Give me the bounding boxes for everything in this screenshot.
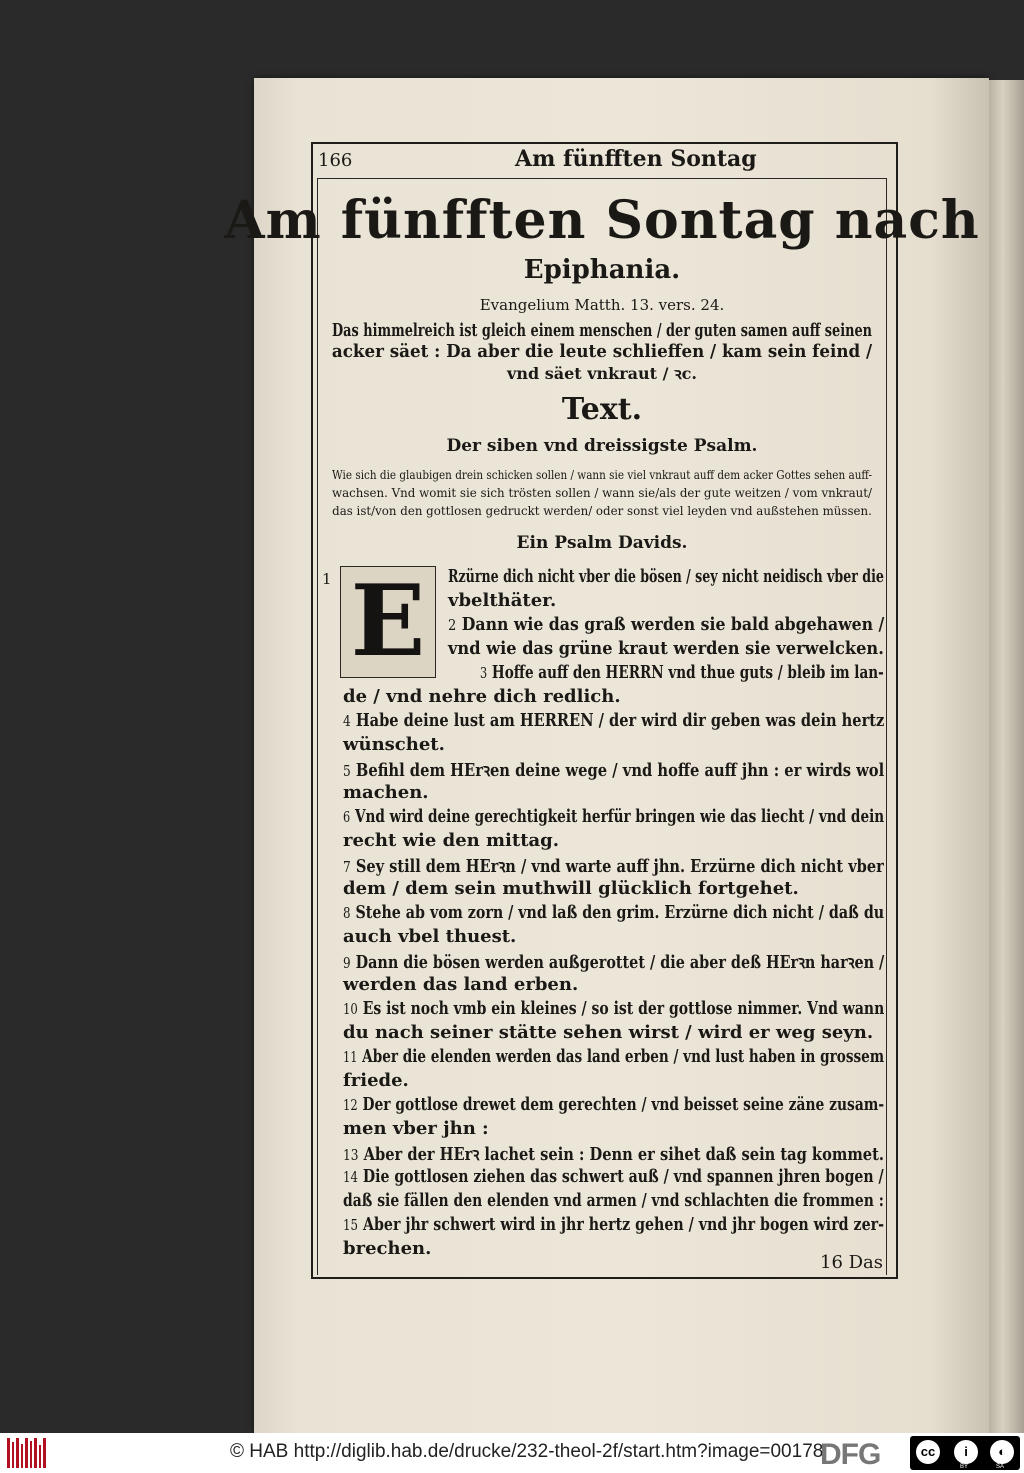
motto-line: acker säet : Da aber die leute schlieffen / kam sein feind /	[331, 341, 873, 362]
dfg-logo: DFG	[820, 1438, 881, 1471]
verse-text: machen.	[343, 782, 429, 803]
verse-line	[448, 638, 884, 659]
verse-line	[343, 686, 621, 707]
verse-number: 9	[343, 954, 351, 972]
verse-text: Aber jhr schwert wird in jhr hertz gehen / vnd jhr bogen wird zer-	[362, 1214, 884, 1235]
verse-text: dem / dem sein muthwill glücklich fortgehet.	[343, 878, 799, 899]
by-label: BY	[960, 1464, 969, 1470]
verse-line	[343, 710, 884, 731]
psalm-title: Der siben vnd dreissigste Psalm.	[446, 436, 758, 456]
verse-text: du nach seiner stätte sehen wirst / wird er weg seyn.	[343, 1022, 874, 1043]
verse-text: Rzürne dich nicht vber die bösen / sey nicht neidisch vber die	[448, 566, 884, 587]
verse-line	[343, 734, 445, 755]
verse-text: vnd wie das grüne kraut werden sie verwelcken.	[448, 638, 884, 659]
verse-text: werden das land erben.	[343, 974, 579, 995]
verse-number: 1	[322, 570, 332, 588]
verse-text: Der gottlose drewet dem gerechten / vnd beisset seine zäne zusam-	[362, 1094, 885, 1115]
motto-line: Das himmelreich ist gleich einem menschen / der guten samen auff seinen	[331, 320, 873, 341]
verse-text: men vber jhn :	[343, 1118, 489, 1139]
verse-text: friede.	[343, 1070, 409, 1091]
verse-line	[343, 902, 884, 923]
verse-line	[343, 974, 578, 995]
verse-line	[448, 614, 884, 635]
verse-text: Aber der HErꝛ lachet sein : Denn er sihet daß sein tag kommet.	[363, 1144, 884, 1165]
catchword: 16 Das	[820, 1252, 884, 1273]
verse-number: 3	[480, 664, 488, 682]
verse-line	[343, 1070, 409, 1091]
verse-number: 6	[343, 808, 351, 826]
summary-line: wachsen. Vnd womit sie sich trösten sollen / wann sie/als der gute weitzen / vom vnkraut/	[331, 485, 873, 500]
verse-text: Hoffe auff den HERRN vnd thue guts / bleib im lan-	[491, 662, 884, 683]
verse-line	[480, 662, 884, 683]
verse-text: de / vnd nehre dich redlich.	[343, 686, 621, 707]
verse-text: Stehe ab vom zorn / vnd laß den grim. Erzürne dich nicht / daß du	[355, 902, 885, 923]
summary-line: Wie sich die glaubigen drein schicken sollen / wann sie viel vnkraut auff dem acker Gottes sehen auff-	[331, 467, 872, 482]
verse-line	[343, 1046, 884, 1067]
hab-barcode-logo	[6, 1436, 50, 1470]
share-alike-icon: ◐	[990, 1440, 1014, 1464]
verse-text: wünschet.	[343, 734, 445, 755]
verse-line	[343, 830, 559, 851]
verse-line	[343, 758, 884, 782]
verse-line	[343, 1022, 873, 1043]
cc-icon: cc	[916, 1440, 940, 1464]
decorated-initial: E	[340, 566, 436, 678]
verse-line	[448, 590, 556, 611]
verse-number: 7	[343, 858, 351, 876]
gospel-reference: Evangelium Matth. 13. vers. 24.	[479, 296, 725, 314]
main-title: Am fünfften Sontag nach	[224, 190, 980, 251]
verse-number: 14	[343, 1168, 358, 1186]
motto-line: vnd säet vnkraut / ꝛc.	[507, 364, 697, 383]
text-heading: Text.	[561, 392, 643, 427]
verse-text: Dann die bösen werden außgerottet / die aber deß HErꝛn harꝛen /	[355, 952, 885, 973]
verse-number: 4	[343, 712, 351, 730]
verse-line	[343, 1238, 431, 1259]
verse-text: daß sie fällen den elenden vnd armen / vnd schlachten die frommen :	[343, 1190, 884, 1211]
verse-text: Sey still dem HErꝛn / vnd warte auff jhn. Erzürne dich nicht vber	[355, 856, 884, 877]
verse-line	[343, 782, 429, 803]
verse-number: 11	[343, 1048, 358, 1066]
verse-text: Es ist noch vmb ein kleines / so ist der gottlose nimmer. Vnd wann	[362, 998, 885, 1019]
verse-text: brechen.	[343, 1238, 432, 1259]
verse-number: 12	[343, 1096, 358, 1114]
sa-label: SA	[996, 1464, 1005, 1470]
summary-line: das ist/von den gottlosen gedruckt werden/ oder sonst viel leyden vnd außstehen müssen.	[332, 503, 872, 518]
verse-line	[343, 878, 799, 899]
verse-line	[343, 806, 884, 827]
verse-line	[343, 950, 884, 974]
verse-line	[448, 566, 884, 587]
verse-line	[343, 926, 516, 947]
verse-text: Dann wie das graß werden sie bald abgehawen /	[461, 614, 885, 635]
verse-line	[343, 1190, 884, 1211]
header-rule	[317, 178, 886, 179]
verse-number: 15	[343, 1216, 359, 1234]
subtitle: Epiphania.	[523, 255, 681, 285]
verse-number: 10	[343, 1000, 358, 1018]
verse-line	[343, 998, 884, 1019]
verse-line	[343, 1166, 884, 1187]
verse-line	[343, 854, 884, 878]
running-head: Am fünfften Sontag	[515, 146, 757, 172]
page-number: 166	[318, 150, 353, 171]
attribution-icon: i	[954, 1440, 978, 1464]
cc-by-sa-badge[interactable]	[910, 1436, 1020, 1470]
verse-text: Vnd wird deine gerechtigkeit herfür bringen wie das liecht / vnd dein	[354, 806, 885, 827]
verse-text: Habe deine lust am HERREN / der wird dir geben was dein hertz	[355, 710, 885, 731]
verse-text: Aber die elenden werden das land erben / vnd lust haben in grossem	[362, 1046, 885, 1067]
verse-text: Die gottlosen ziehen das schwert auß / vnd spannen jhren bogen /	[362, 1166, 884, 1187]
verse-line	[343, 1214, 884, 1235]
verse-text: vbelthäter.	[448, 590, 557, 611]
verse-text: auch vbel thuest.	[343, 926, 517, 947]
verse-number: 8	[343, 904, 351, 922]
verse-number: 5	[343, 762, 351, 780]
psalm-of-david-heading: Ein Psalm Davids.	[516, 533, 688, 553]
verse-number: 13	[343, 1146, 359, 1164]
verse-line	[343, 1142, 884, 1166]
copyright-url[interactable]: © HAB http://diglib.hab.de/drucke/232-theol-2f/start.htm?image=00178	[230, 1441, 824, 1462]
verse-number: 2	[448, 616, 457, 634]
verse-line	[343, 1094, 884, 1115]
verse-line	[343, 1118, 489, 1139]
verse-text: recht wie den mittag.	[343, 830, 560, 851]
verse-text: Befihl dem HErꝛen deine wege / vnd hoffe auff jhn : er wirds wol	[355, 760, 885, 781]
